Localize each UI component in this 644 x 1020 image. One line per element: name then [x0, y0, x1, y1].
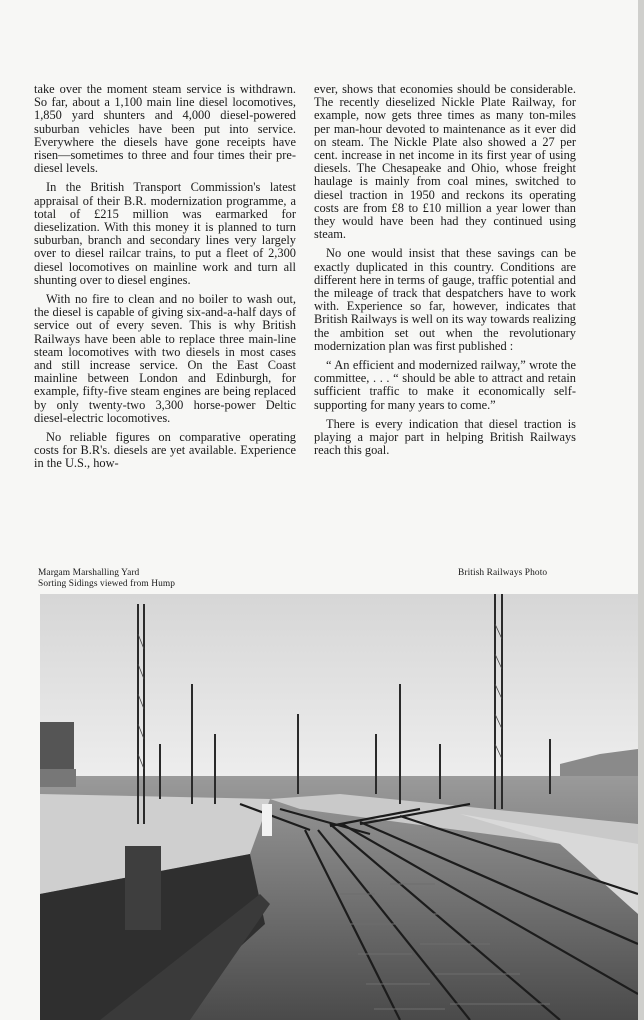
- railway-yard-photo: [40, 594, 638, 1020]
- paragraph: “ An efficient and modernized railway,” wrote the committee, . . . “ should be able to attract and retain sufficient traffic to make it economically self-supporting for many years to come.”: [314, 358, 576, 412]
- paragraph: No reliable figures on comparative operating costs for B.R's. diesels are yet available. Experience in the U.S., how-: [34, 430, 296, 471]
- article-column-left: [34, 83, 296, 477]
- photo-caption: [38, 568, 175, 589]
- paragraph: take over the moment steam service is withdrawn. So far, about a 1,100 main line diesel locomotives, 1,850 yard shunters and 4,000 diesel-powered suburban vehicles have been put into service. Everywhere the diesels have gone receipts have risen—sometimes to three and four times their pre-diesel levels.: [34, 82, 296, 176]
- paragraph: No one would insist that these savings can be exactly duplicated in this country. Conditions are different here in terms of gauge, traffic potential and the mileage of track that despatchers have to work with. Experience so far, however, indicates that British Railways is well on its way towards realizing the ambition set out when the revolutionary modernization plan was first published :: [314, 246, 576, 353]
- caption-line: Sorting Sidings viewed from Hump: [38, 578, 176, 589]
- article-column-right: [314, 83, 576, 463]
- paragraph: ever, shows that economies should be considerable. The recently dieselized Nickle Plate Railway, for example, now gets three times as many ton-miles per man-hour devoted to maintenance as it ever did on steam. The Nickle Plate also showed a 27 per cent. increase in net income in its first year of using diesels. The Chesapeake and Ohio, whose freight haulage is mainly from coal mines, switched to diesel traction in 1950 and reckons its operating costs are from £8 to £10 million a year lower than they would have been had they continued using steam.: [314, 82, 576, 242]
- paragraph: In the British Transport Commission's latest appraisal of their B.R. modernization programme, a total of £215 million was earmarked for dieselization. With this money it is planned to turn suburban, branch and secondary lines very largely over to diesel railcar trains, to put a fleet of 2,300 diesel locomotives on mainline work and turn all shunting over to diesel engines.: [34, 180, 296, 287]
- railway-yard-illustration: [40, 594, 638, 1020]
- photo-credit: British Railways Photo: [458, 568, 548, 578]
- paragraph: With no fire to clean and no boiler to wash out, the diesel is capable of giving six-and-a-half days of service out of every seven. This is why British Railways have been able to replace three main-line steam locomotives with two diesels in most cases and still increase service. On the East Coast mainline between London and Edinburgh, for example, fifty-five steam engines are being replaced by only twenty-two 3,300 horse-power Deltic diesel-electric locomotives.: [34, 292, 296, 425]
- caption-line: Margam Marshalling Yard: [38, 568, 140, 578]
- paragraph: There is every indication that diesel traction is playing a major part in helping British Railways reach this goal.: [314, 416, 576, 458]
- page-edge: [638, 0, 644, 1020]
